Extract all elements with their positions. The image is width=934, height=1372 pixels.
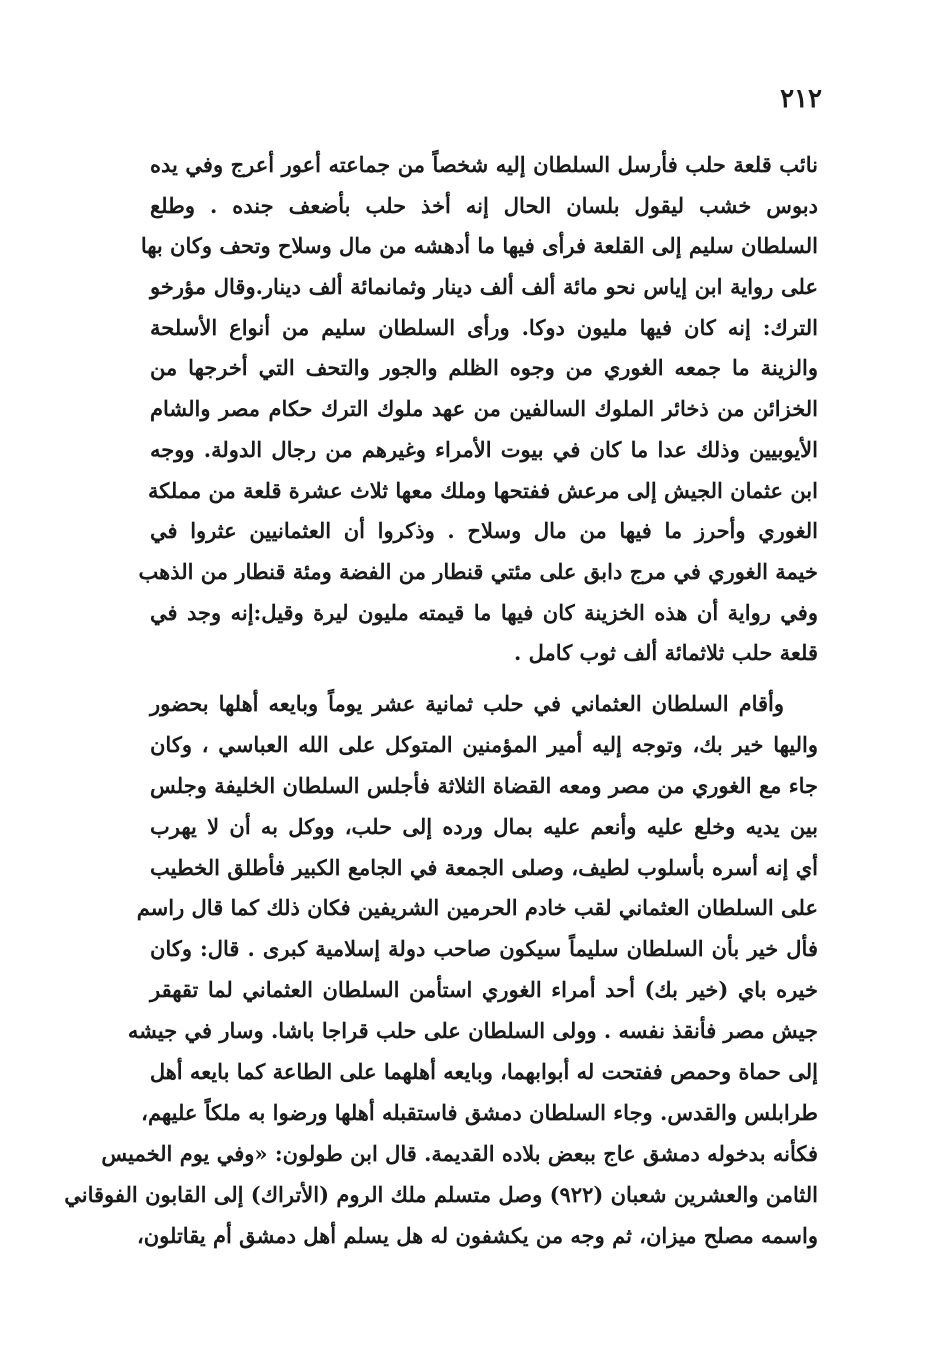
- text-line: واليها خير بك، وتوجه إليه أمير المؤمنين المتوكل على الله العباسي ، وكان: [150, 731, 818, 757]
- text-line: الخزائن من ذخائر الملوك السالفين من عهد ملوك الترك حكام مصر والشام: [150, 396, 818, 422]
- text-line: السلطان سليم إلى القلعة فرأى فيها ما أدهشه من مال وسلاح وتحف وكان بها: [140, 233, 818, 259]
- text-line: على السلطان العثماني لقب خادم الحرمين الشريفين فكان ذلك كما قال راسم: [136, 895, 818, 921]
- text-line: فكأنه بدخوله دمشق عاج ببعض بلاده القديمة. قال ابن طولون: «وفي يوم الخميس: [101, 1140, 818, 1166]
- text-line: بين يديه وخلع عليه وأنعم عليه بمال ورده إلى حلب، ووكل به أن لا يهرب: [150, 813, 818, 839]
- text-line: طرابلس والقدس. وجاء السلطان دمشق فاستقبله أهلها ورضوا به ملكاً عليهم،: [141, 1099, 818, 1125]
- text-line: ابن عثمان الجيش إلى مرعش ففتحها وملك معها ثلاث عشرة قلعة من مملكة: [148, 477, 818, 503]
- text-line: وفي رواية أن هذه الخزينة كان فيها ما قيمته مليون ليرة وقيل:إنه وجد في: [150, 599, 818, 625]
- text-line: وأقام السلطان العثماني في حلب ثمانية عشر يوماً وبايعه أهلها بحضور: [150, 691, 784, 716]
- text-line: فأل خير بأن السلطان سليماً سيكون صاحب دولة إسلامية كبرى . قال: وكان: [150, 936, 818, 962]
- text-line: إلى حماة وحمص ففتحت له أبوابهما، وبايعه أهلهما على الطاعة كما بايعه أهل: [149, 1059, 818, 1085]
- text-line: على رواية ابن إياس نحو مائة ألف ألف دينار وثمانمائة ألف دينار.وقال مؤرخو: [150, 274, 818, 300]
- text-line: والزينة ما جمعه الغوري من وجوه الظلم والجور والتحف التي أخرجها من: [150, 355, 818, 381]
- text-line: الثامن والعشرين شعبان (٩٢٢) وصل متسلم ملك الروم (الأتراك) إلى القابون الفوقاني: [64, 1181, 818, 1207]
- text-line: الأيوبيين وذلك عدا ما كان في بيوت الأمراء وغيرهم من رجال الدولة. ووجه: [150, 436, 818, 462]
- text-line: الغوري وأحرز ما فيها من مال وسلاح . وذكروا أن العثمانيين عثروا في: [150, 518, 818, 544]
- page-number: ٢١٢: [780, 84, 822, 114]
- text-line: دبوس خشب ليقول بلسان الحال إنه أخذ حلب بأضعف جنده . وطلع: [150, 192, 818, 218]
- text-line: جيش مصر فأنقذ نفسه . وولى السلطان على حلب قراجا باشا. وسار في جيشه: [127, 1018, 818, 1044]
- text-line: خيمة الغوري في مرج دابق على مئتي قنطار من الفضة ومئة قنطار من الذهب: [138, 558, 818, 584]
- paragraph-2: [64, 684, 818, 1256]
- text-line: الترك: إنه كان فيها مليون دوكا. ورأى السلطان سليم من أنواع الأسلحة: [150, 314, 818, 340]
- text-line: نائب قلعة حلب فأرسل السلطان إليه شخصاً من جماعته أعور أعرج وفي يده: [150, 152, 818, 177]
- paragraph-1: [138, 145, 818, 674]
- text-line: خيره باي (خير بك) أحد أمراء الغوري استأمن السلطان العثماني لما تقهقر: [150, 977, 818, 1003]
- text-line: قلعة حلب ثلاثمائة ألف ثوب كامل .: [514, 640, 818, 666]
- text-line: جاء مع الغوري من مصر ومعه القضاة الثلاثة فأجلس السلطان الخليفة وجلس: [150, 772, 818, 798]
- text-line: واسمه مصلح ميزان، ثم وجه من يكشفون له هل يسلم أهل دمشق أم يقاتلون،: [136, 1222, 818, 1248]
- text-line: أي إنه أسره بأسلوب لطيف، وصلى الجمعة في الجامع الكبير فأطلق الخطيب: [150, 854, 818, 880]
